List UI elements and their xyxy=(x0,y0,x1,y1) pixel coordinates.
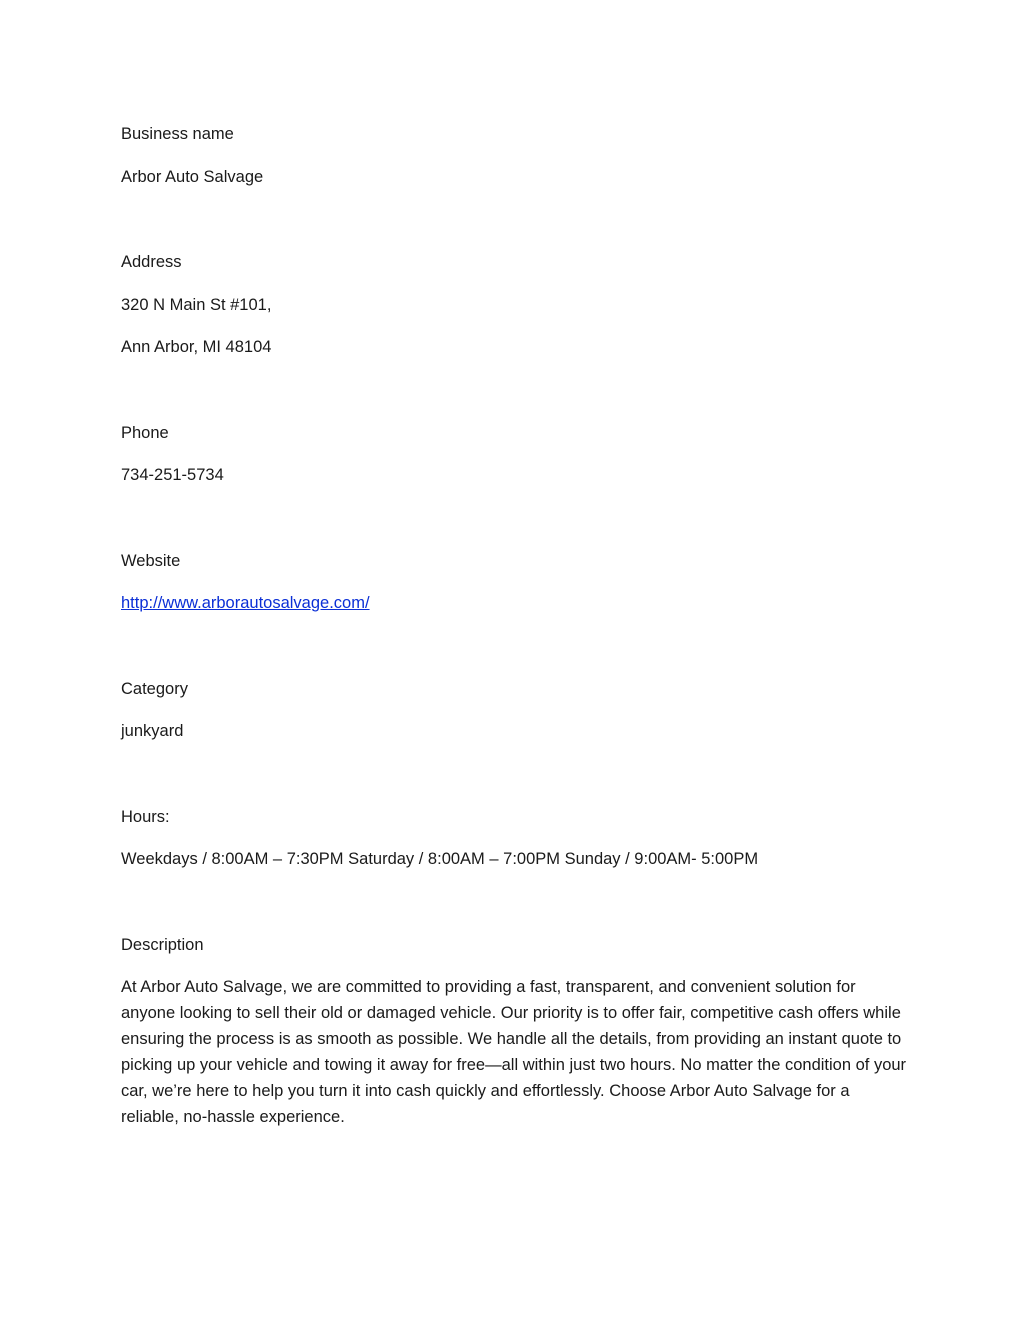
section-spacer xyxy=(121,633,911,676)
category-label: Category xyxy=(121,679,188,698)
business-name-value: Arbor Auto Salvage xyxy=(121,167,264,186)
hours-label: Hours: xyxy=(121,807,170,826)
section-spacer xyxy=(121,377,911,420)
section-spacer xyxy=(121,206,911,249)
address-label: Address xyxy=(121,253,182,271)
section-spacer xyxy=(121,889,911,932)
description-label: Description xyxy=(121,935,204,954)
business-name-label: Business name xyxy=(121,125,234,143)
hours-value: Weekdays / 8:00AM – 7:30PM Saturday / 8:00AM – 7:00PM Sunday / 9:00AM- 5:00PM xyxy=(121,850,759,868)
phone-label: Phone xyxy=(121,423,169,442)
website-label: Website xyxy=(121,551,181,570)
website-link[interactable]: http://www.arborautosalvage.com/ xyxy=(121,594,370,612)
phone-value: 734-251-5734 xyxy=(121,466,224,484)
section-spacer xyxy=(121,761,911,804)
address-line-2: Ann Arbor, MI 48104 xyxy=(121,338,272,356)
category-value: junkyard xyxy=(121,722,184,740)
website-row xyxy=(121,590,911,616)
description-text: At Arbor Auto Salvage, we are committed to providing a fast, transparent, and convenient solution for anyone looking to sell their old or damaged vehicle. Our priority is to offer fair, competitive cash offers while ensuring the process is as smooth as possible. We handle all the details, from providing an instant quote to picking up your vehicle and towing it away for free—all within just two hours. No matter the condition of your car, we’re here to help you turn it into cash quickly and effortlessly. Choose Arbor Auto Salvage for a reliable, no-hassle experience. xyxy=(121,978,907,1126)
address-line-1: 320 N Main St #101, xyxy=(121,295,272,314)
document-page xyxy=(121,121,911,1147)
section-spacer xyxy=(121,505,911,548)
